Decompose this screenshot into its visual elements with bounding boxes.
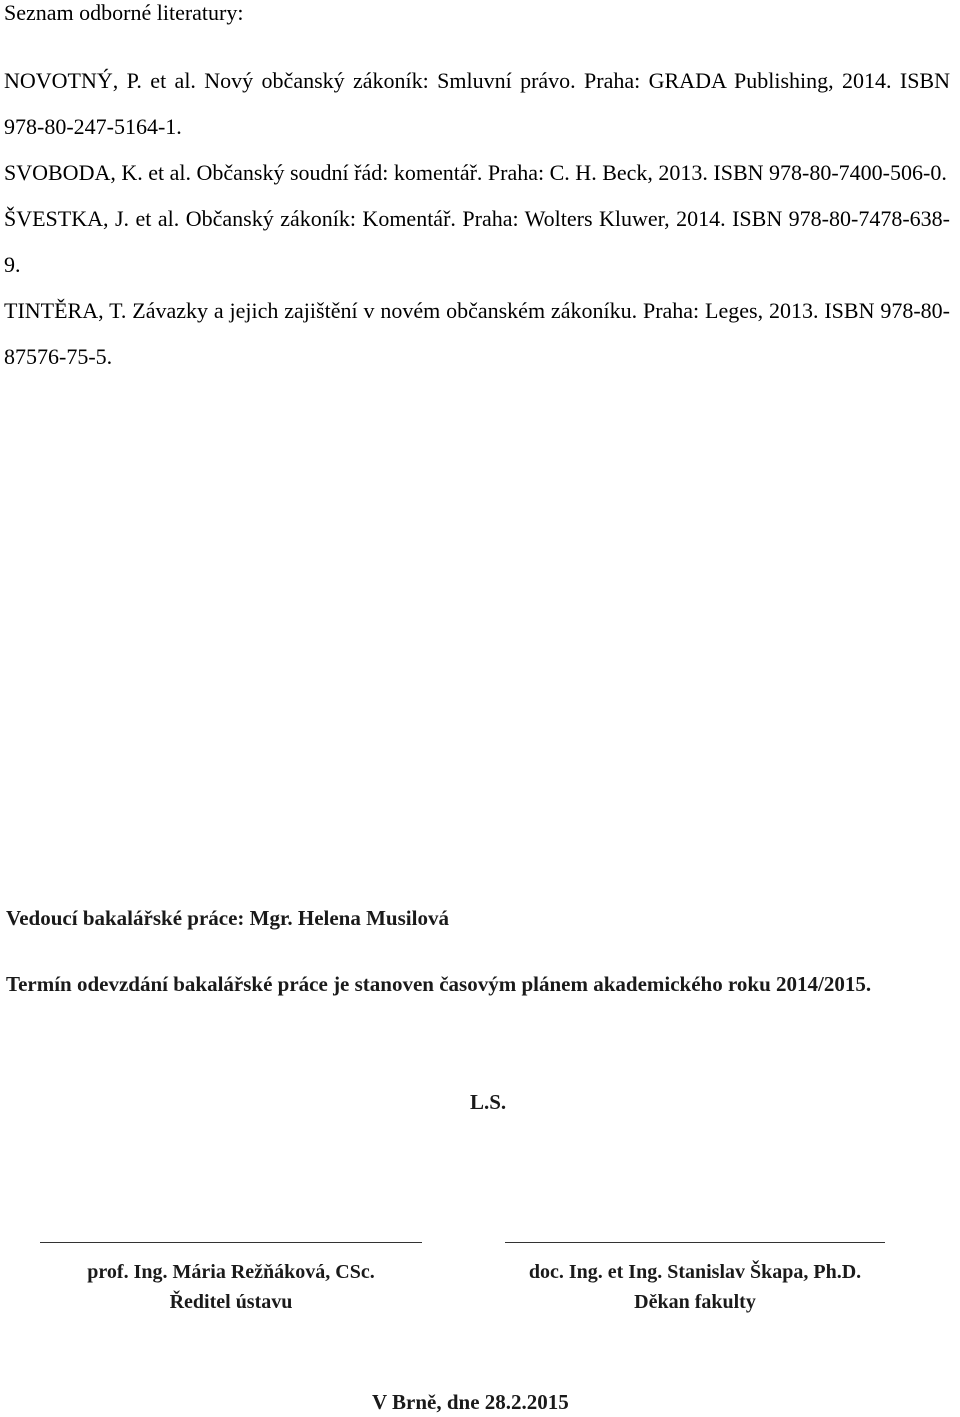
signatory-role: Děkan fakulty bbox=[634, 1291, 756, 1313]
reference-item: SVOBODA, K. et al. Občanský soudní řád: komentář. Praha: C. H. Beck, 2013. ISBN 978-80-7400-506-0. bbox=[4, 160, 947, 185]
seal-mark: L.S. bbox=[470, 1090, 507, 1114]
signature-line bbox=[40, 1242, 422, 1243]
signature-line bbox=[505, 1242, 885, 1243]
signatory-name: doc. Ing. et Ing. Stanislav Škapa, Ph.D. bbox=[528, 1261, 862, 1283]
signatory-role: Ředitel ústavu bbox=[169, 1291, 293, 1313]
supervisor-line: Vedoucí bakalářské práce: Mgr. Helena Musilová bbox=[6, 906, 449, 930]
signature-block-director bbox=[40, 1242, 422, 1317]
reference-list bbox=[4, 58, 950, 380]
reference-item: ŠVESTKA, J. et al. Občanský zákoník: Komentář. Praha: Wolters Kluwer, 2014. ISBN 978-80-7478-638-9. bbox=[4, 206, 950, 277]
signatory-name: prof. Ing. Mária Režňáková, CSc. bbox=[87, 1261, 375, 1283]
reference-item: NOVOTNÝ, P. et al. Nový občanský zákoník: Smluvní právo. Praha: GRADA Publishing, 2014. ISBN 978-80-247-5164-1. bbox=[4, 68, 950, 139]
reference-item: TINTĚRA, T. Závazky a jejich zajištění v novém občanském zákoníku. Praha: Leges, 2013. ISBN 978-80-87576-75-5. bbox=[4, 298, 950, 369]
place-date: V Brně, dne 28.2.2015 bbox=[372, 1390, 569, 1414]
signature-block-dean bbox=[505, 1242, 885, 1317]
literature-heading: Seznam odborné literatury: bbox=[4, 0, 244, 25]
deadline-line: Termín odevzdání bakalářské práce je stanoven časovým plánem akademického roku 2014/2015. bbox=[6, 972, 872, 996]
